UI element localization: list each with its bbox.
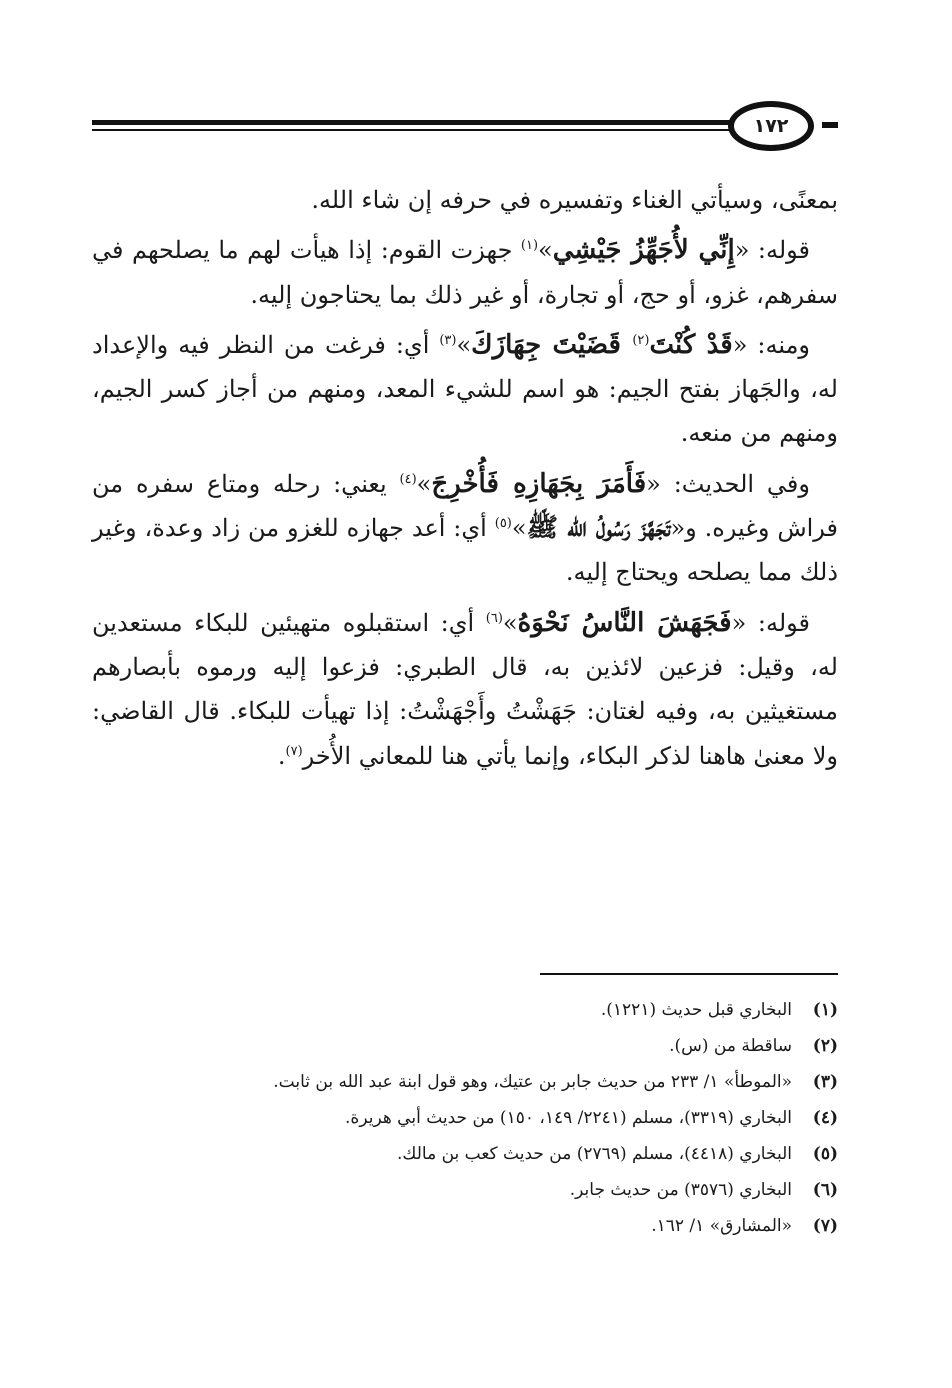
text-run: أي: استقبلوه متهيئين للبكاء مستعدين له، وقيل: فزعين لائذين به، قال الطبري: فزعوا إليه ورموه بأبصارهم مستغيثين به، وفيه لغتان: جَهَشْتُ وأَجْهَشْتُ: إذا تهيأت للبكاء. قال القاضي: ولا معنىٰ هاهنا لذكر البكاء، وإنما يأتي هنا للمعاني الأُخر [92,608,838,770]
paragraph [92,462,838,595]
footnote-text: «المشارق» ١/ ١٦٢. [651,1216,792,1236]
main-text [92,178,838,784]
footnote-text: «الموطأ» ١/ ٢٣٣ من حديث جابر بن عتيك، وهو قول ابنة عبد الله بن ثابت. [273,1072,792,1092]
footnote-item [92,1028,838,1064]
footnote-item [92,1172,838,1208]
footnote-separator [540,973,838,975]
text-run: أي: فرغت من النظر فيه والإعداد له، والجَهاز بفتح الجيم: هو اسم للشيء المعد، ومنهم من أجاز كسر الجيم، ومنهم من منعه. [92,330,838,448]
footnote-number: (٢) [812,1036,838,1056]
text-run: . [277,741,286,770]
text-run: جهزت القوم: إذا هيأت لهم ما يصلحهم في سفرهم، غزو، أو حج، أو تجارة، أو غير ذلك بما يحتاجون إليه. [92,236,838,309]
text-run: قوله: « [731,608,810,637]
footnote-number: (٤) [812,1108,838,1128]
text-run: » [538,236,553,265]
header-rule-thin [92,129,732,131]
footnote-marker: (٢) [632,332,650,348]
paragraph [92,323,838,456]
footnotes [92,992,838,1244]
text-run: » [511,514,527,543]
footnote-text: البخاري قبل حديث (١٢٢١). [600,1000,792,1020]
paragraph [92,228,838,317]
text-run: بمعنًى، وسيأتي الغناء وتفسيره في حرفه إن شاء الله. [311,186,838,214]
hadith-quote: إِنِّي لأُجَهِّزُ جَيْشِي [552,235,735,266]
hadith-quote: فَأَمَرَ بِجَهَازِهِ فَأُخْرِجَ [431,468,647,499]
footnote-item [92,992,838,1028]
footnote-marker: (٥) [494,516,512,532]
footnote-text: البخاري (٣٥٧٦) من حديث جابر. [569,1180,792,1200]
footnote-item [92,1208,838,1244]
header-rule-right [822,122,838,128]
footnote-item [92,1064,838,1100]
header-rule-thick [92,120,732,125]
text-run: أي: أعد جهازه للغزو من زاد وعدة، وغير ذلك مما يصلحه ويحتاج إليه. [92,514,838,587]
hadith-quote: تَجَهَّزَ رَسُولُ الله ﷺ [526,513,671,544]
footnote-number: (٦) [812,1180,838,1200]
text-run: يعني: رحله ومتاع سفره من فراش وغيره. و« [92,469,838,543]
page-number: ١٧٢ [753,115,789,137]
footnote-text: البخاري (٤٤١٨)، مسلم (٢٧٦٩) من حديث كعب بن مالك. [396,1144,792,1164]
footnote-number: (٧) [812,1216,838,1236]
text-run: قوله: « [734,236,810,265]
footnote-marker: (١) [520,238,539,254]
text-run: » [456,330,472,359]
paragraph [92,601,838,778]
page-header [0,100,952,160]
text-run: » [416,469,432,498]
footnote-number: (٥) [812,1144,838,1164]
footnote-item [92,1100,838,1136]
text-run: » [502,608,518,637]
footnote-item [92,1136,838,1172]
footnote-number: (٣) [812,1072,838,1092]
hadith-quote: قَضَيْتَ جِهَازَكَ [471,329,633,360]
footnote-text: ساقطة من (س). [669,1036,792,1056]
hadith-quote: قَدْ كُنْتَ [649,329,733,360]
footnote-marker: (٣) [439,332,457,348]
hadith-quote: فَجَهَشَ النَّاسُ نَحْوَهُ [517,607,732,638]
page-number-badge [728,101,814,151]
footnote-marker: (٤) [399,471,417,487]
text-run: ومنه: « [732,330,811,359]
footnote-marker: (٧) [285,743,303,759]
text-run: وفي الحديث: « [646,469,810,498]
footnote-text: البخاري (٣٣١٩)، مسلم (٢٢٤١/ ١٤٩، ١٥٠) من حديث أبي هريرة. [345,1108,792,1128]
footnote-marker: (٦) [485,610,503,626]
footnote-number: (١) [812,1000,838,1020]
paragraph [92,178,838,222]
